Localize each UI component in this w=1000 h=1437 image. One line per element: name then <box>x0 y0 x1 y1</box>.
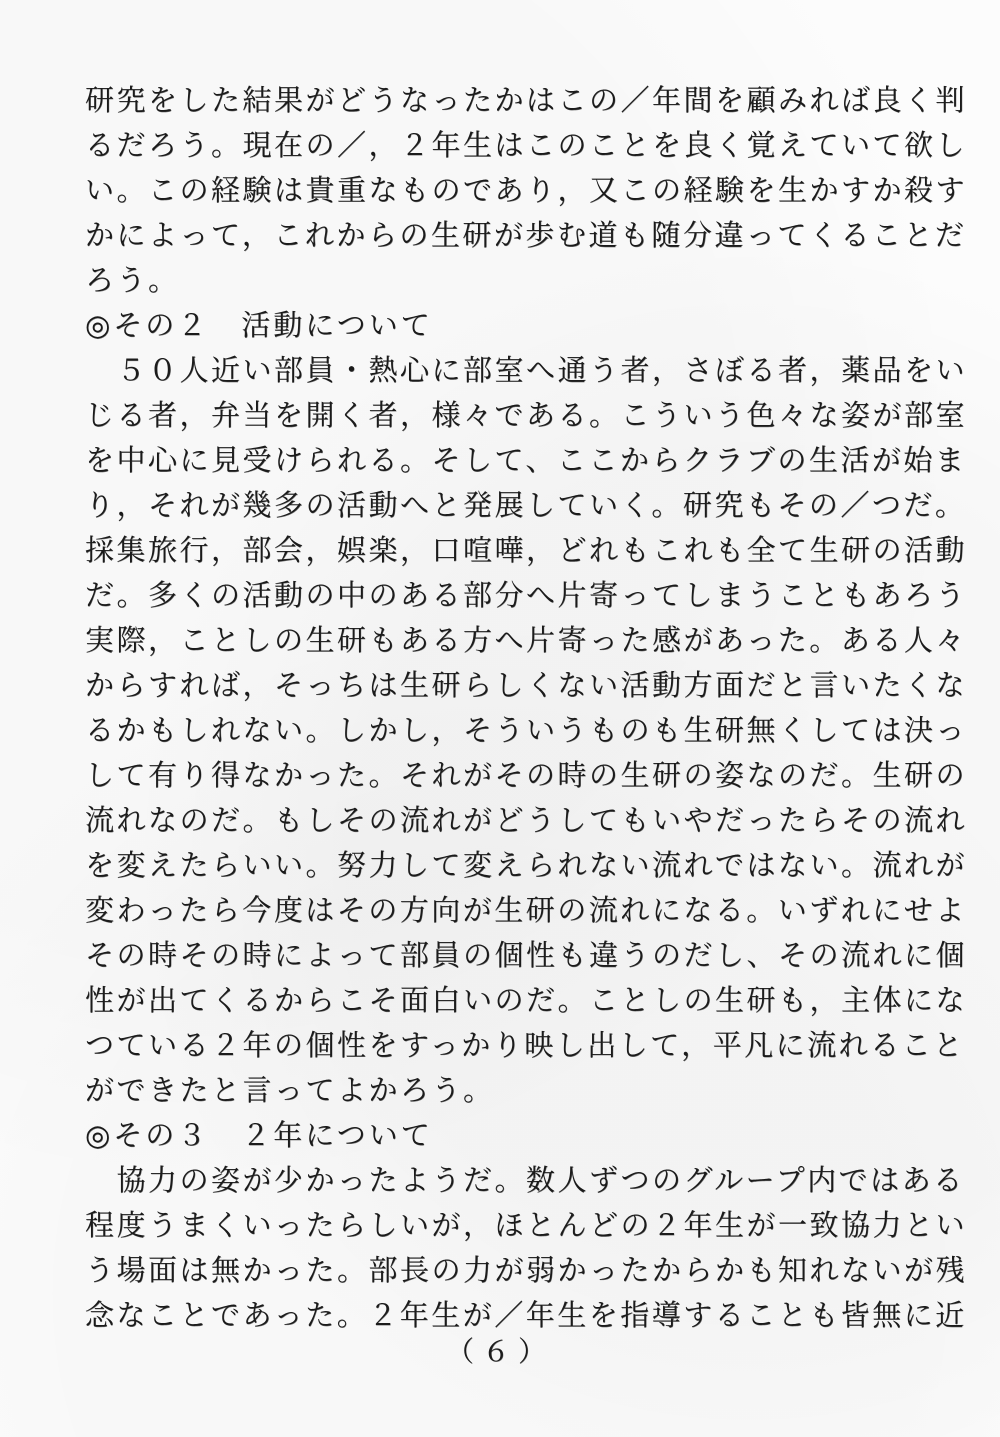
text-line: ができたと言ってよかろう。 <box>85 1073 495 1107</box>
text-line: 念なことであった。２年生が／年生を指導することも皆無に近 <box>85 1298 967 1332</box>
section-heading-2: ◎その２ 活動について <box>85 308 433 342</box>
text-line: り，それが幾多の活動へと発展していく。研究もその／つだ。 <box>85 488 967 522</box>
text-line: を変えたらいい。努力して変えられない流れではない。流れが <box>85 848 968 882</box>
text-line: じる者，弁当を開く者，様々である。こういう色々な姿が部室 <box>85 398 968 432</box>
text-line: 程度うまくいったらしいが，ほとんどの２年生が一致協力とい <box>85 1208 968 1242</box>
text-line: つている２年の個性をすっかり映し出して，平凡に流れること <box>85 1028 965 1062</box>
text-line: 研究をした結果がどうなったかはこの／年間を顧みれば良く判 <box>85 83 968 117</box>
handwritten-text-block <box>85 78 968 1338</box>
text-line: して有り得なかった。それがその時の生研の姿なのだ。生研の <box>85 758 968 792</box>
section-heading-3: ◎その３ ２年について <box>85 1118 433 1152</box>
page-number: （６） <box>445 1335 554 1368</box>
text-line: るだろう。現在の／，２年生はこのことを良く覚えていて欲し <box>85 128 968 162</box>
text-line: う場面は無かった。部長の力が弱かったからかも知れないが残 <box>85 1253 968 1287</box>
text-line: るかもしれない。しかし，そういうものも生研無くしては決っ <box>85 713 968 747</box>
text-line: ５０人近い部員・熱心に部室へ通う者，さぼる者，薬品をい <box>85 353 968 387</box>
text-line: その時その時によって部員の個性も違うのだし、その流れに個 <box>85 938 968 972</box>
text-line: を中心に見受けられる。そして、ここからクラブの生活が始ま <box>85 443 967 477</box>
text-line: 流れなのだ。もしその流れがどうしてもいやだったらその流れ <box>85 803 968 837</box>
text-line: だ。多くの活動の中のある部分へ片寄ってしまうこともあろう <box>85 578 968 612</box>
text-line: 採集旅行，部会，娯楽，口喧嘩，どれもこれも全て生研の活動 <box>85 533 968 567</box>
text-line: 実際，ことしの生研もある方へ片寄った感があった。ある人々 <box>85 623 967 657</box>
text-line: からすれば，そっちは生研らしくない活動方面だと言いたくな <box>85 668 968 702</box>
text-line: 変わったら今度はその方向が生研の流れになる。いずれにせよ <box>85 893 967 927</box>
text-line: い。この経験は貴重なものであり，又この経験を生かすか殺す <box>85 173 968 207</box>
text-line: ろう。 <box>85 263 180 297</box>
text-line: かによって，これからの生研が歩む道も随分違ってくることだ <box>85 218 967 252</box>
text-line: 協力の姿が少かったようだ。数人ずつのグループ内ではある <box>85 1163 965 1197</box>
text-line: 性が出てくるからこそ面白いのだ。ことしの生研も，主体にな <box>85 983 968 1017</box>
